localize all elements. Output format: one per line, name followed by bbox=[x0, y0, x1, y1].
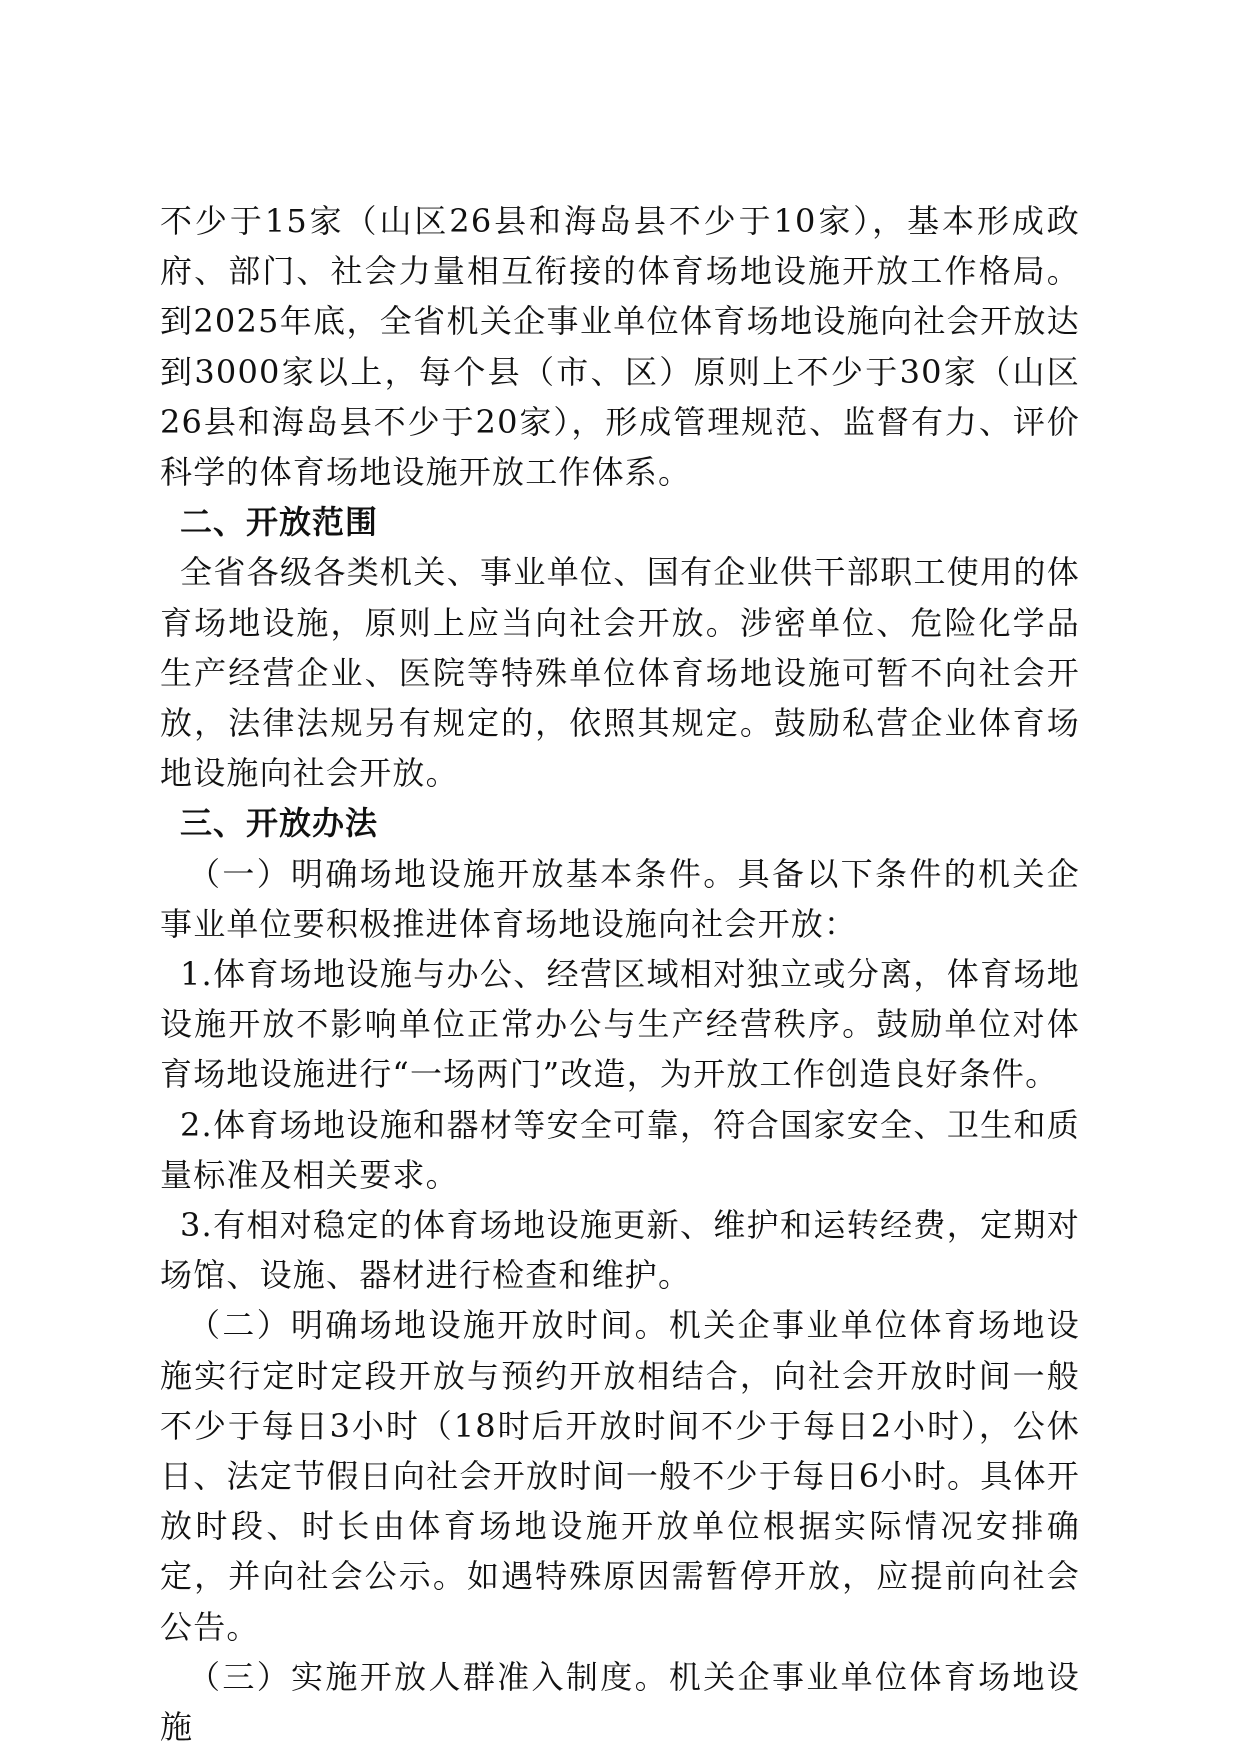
paragraph-condition-3: 3.有相对稳定的体育场地设施更新、维护和运转经费，定期对场馆、设施、器材进行检查和维护。 bbox=[160, 1206, 1080, 1295]
paragraph-opening-hours: （二）明确场地设施开放时间。机关企事业单位体育场地设施实行定时定段开放与预约开放相结合，向社会开放时间一般不少于每日3小时（18时后开放时间不少于每日2小时），公休日、法定节假日向社会开放时间一般不少于每日6小时。具体开放时段、时长由体育场地设施开放单位根据实际情况安排确定，并向社会公示。如遇特殊原因需暂停开放，应提前向社会公告。 bbox=[160, 1306, 1080, 1646]
document-page bbox=[160, 196, 1080, 1752]
paragraph-opening: 不少于15家（山区26县和海岛县不少于10家），基本形成政府、部门、社会力量相互衔接的体育场地设施开放工作格局。到2025年底，全省机关企事业单位体育场地设施向社会开放达到3000家以上，每个县（市、区）原则上不少于30家（山区26县和海岛县不少于20家），形成管理规范、监督有力、评价科学的体育场地设施开放工作体系。 bbox=[160, 202, 1080, 492]
paragraph-basic-conditions: （一）明确场地设施开放基本条件。具备以下条件的机关企事业单位要积极推进体育场地设施向社会开放： bbox=[160, 854, 1080, 943]
section-heading-methods: 三、开放办法 bbox=[180, 804, 379, 843]
section-heading-scope: 二、开放范围 bbox=[180, 503, 379, 542]
paragraph-access-system: （三）实施开放人群准入制度。机关企事业单位体育场地设施 bbox=[160, 1657, 1080, 1747]
paragraph-condition-1: 1.体育场地设施与办公、经营区域相对独立或分离，体育场地设施开放不影响单位正常办公与生产经营秩序。鼓励单位对体育场地设施进行“一场两门”改造，为开放工作创造良好条件。 bbox=[160, 955, 1080, 1094]
paragraph-condition-2: 2.体育场地设施和器材等安全可靠，符合国家安全、卫生和质量标准及相关要求。 bbox=[160, 1105, 1080, 1194]
paragraph-scope: 全省各级各类机关、事业单位、国有企业供干部职工使用的体育场地设施，原则上应当向社会开放。涉密单位、危险化学品生产经营企业、医院等特殊单位体育场地设施可暂不向社会开放，法律法规另有规定的，依照其规定。鼓励私营企业体育场地设施向社会开放。 bbox=[160, 553, 1080, 793]
